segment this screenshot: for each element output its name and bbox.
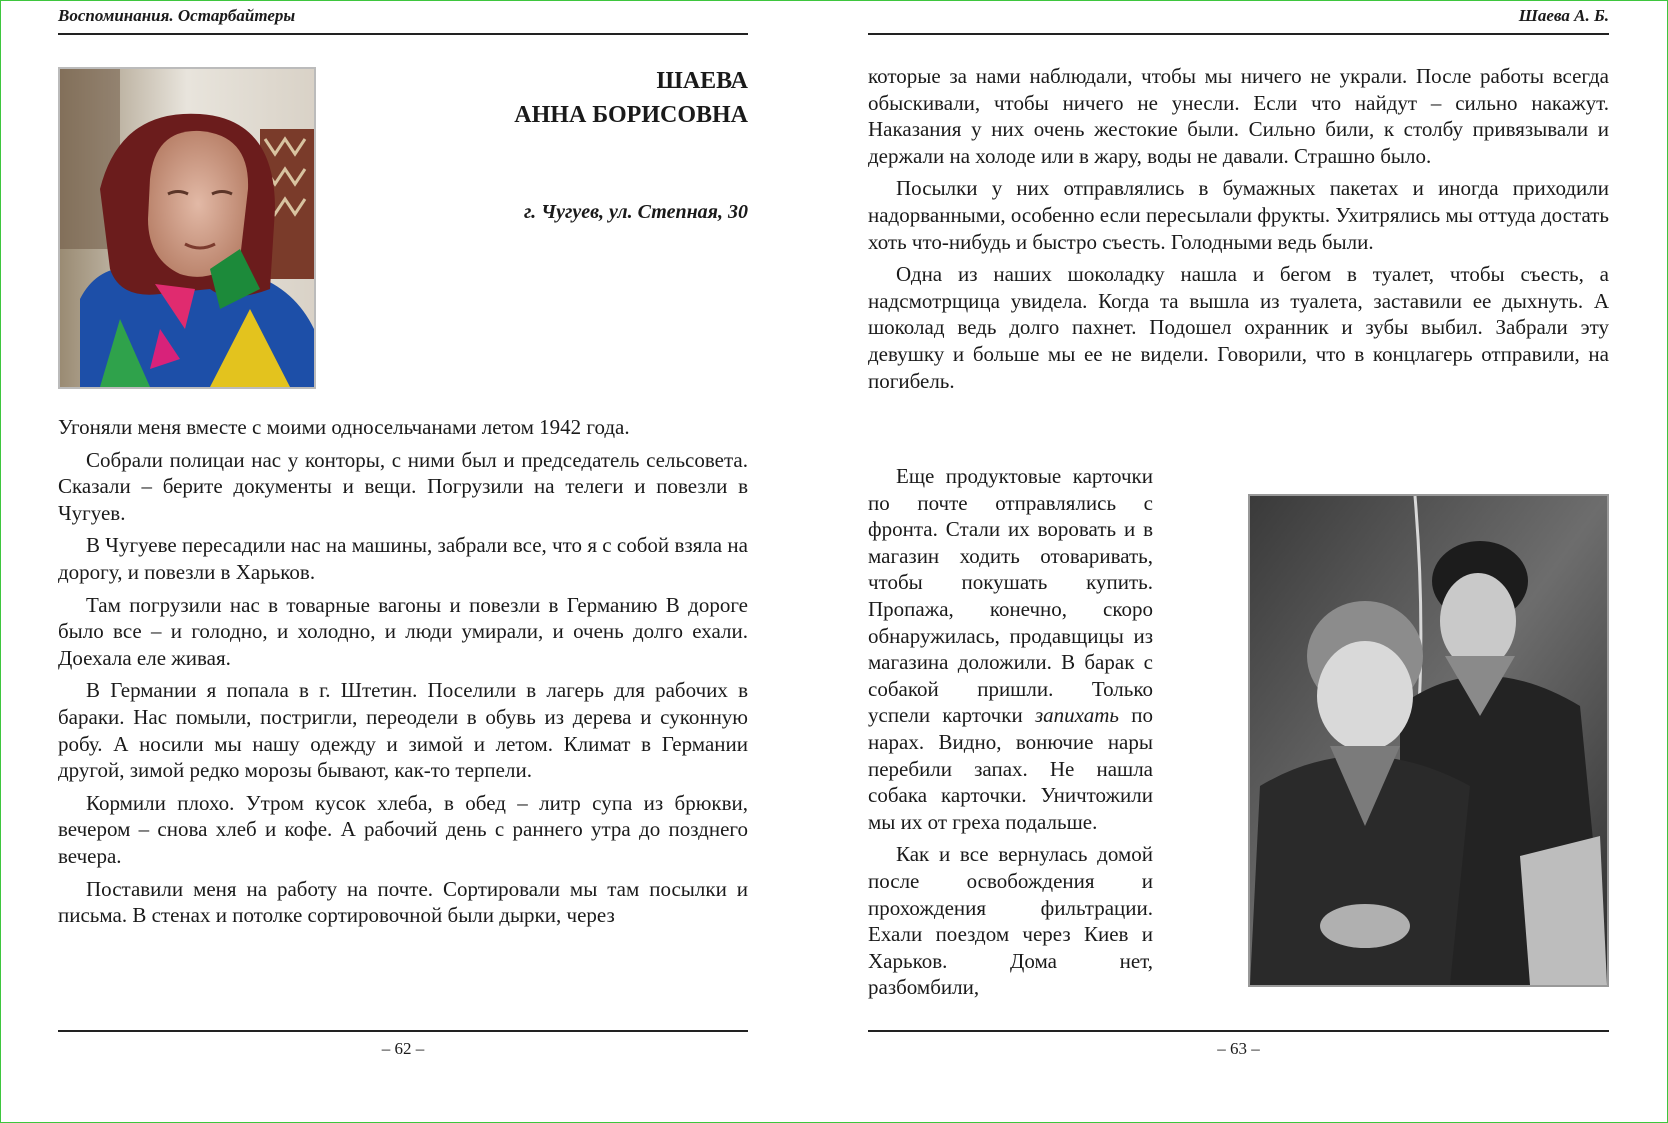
paragraph: В Чугуеве пересадили нас на машины, забрали все, что я с собой взяла на дорогу, и повезли в Харьков. (58, 533, 748, 584)
paragraph: Посылки у них отправлялись в бумажных пакетах и иногда приходили надорванными, особенно если пересылали фрукты. Ухитрялись мы оттуда достать хоть что-нибудь и быстро съесть. Голодными ведь были. (868, 176, 1609, 254)
footer-rule (58, 1030, 748, 1032)
wrapped-text-column (868, 463, 1153, 1007)
paragraph: Там погрузили нас в товарные вагоны и повезли в Германию В дороге было все – и голодно, и холодно, и люди умирали, и очень долго ехали. Доехала еле живая. (58, 592, 748, 670)
header-rule (58, 33, 748, 35)
paragraph (868, 463, 1153, 835)
header-rule (868, 33, 1609, 35)
paragraph: Кормили плохо. Утром кусок хлеба, в обед – литр супа из брюкви, вечером – снова хлеб и кофе. А рабочий день с раннего утра до позднего вечера. (58, 790, 748, 868)
paragraph: Как и все вернулась домой после освобождения и прохождения фильтрации. Ехали поездом через Киев и Харьков. Дома нет, разбомбили, (868, 842, 1153, 1000)
text-run: Еще продуктовые карточки по почте отправлялись с фронта. Стали их воровать и в магазин ходить отоваривать, чтобы покушать купить. Пропажа, конечно, скоро обнаружилась, продавщицы из магазина доложили. В барак с собакой пришли. Только успели карточки (868, 464, 1153, 728)
left-body-text (58, 414, 748, 935)
paragraph: Собрали полицаи нас у конторы, с ними был и председатель сельсовета. Сказали – берите документы и вещи. Погрузили на телеги и повезли в Чугуев. (58, 447, 748, 525)
page-number-right: – 63 – (1217, 1039, 1260, 1058)
surname: ШАЕВА (656, 68, 748, 94)
paragraph: которые за нами наблюдали, чтобы мы ничего не украли. После работы всегда обыскивали, чтобы ничего не унесли. Если что найдут – сильно накажут. Наказания у них очень жестокие были. Сильно били, к столбу привязывали и держали на холоде или в жару, воды не давали. Страшно было. (868, 64, 1609, 168)
archival-photo (1248, 494, 1609, 987)
address-line: г. Чугуев, ул. Степная, 30 (524, 201, 748, 223)
page-number-left: – 62 – (381, 1039, 425, 1058)
text-run: по нарах. Видно, вонючие нары перебили запах. Не нашла собака карточки. Уничтожили мы их от греха подальше. (868, 703, 1153, 834)
right-page (868, 0, 1668, 1123)
running-head-left: Воспоминания. Остарбайтеры (58, 6, 296, 25)
italic-word: запихать (1034, 703, 1119, 728)
left-page (0, 0, 780, 1123)
paragraph: Угоняли меня вместе с моими односельчанами летом 1942 года. (58, 415, 630, 439)
given-names: АННА БОРИСОВНА (514, 102, 748, 128)
footer-rule (868, 1030, 1609, 1032)
running-head-right: Шаева А. Б. (1518, 6, 1609, 25)
paragraph: В Германии я попала в г. Штетин. Поселили в лагерь для рабочих в бараки. Нас помыли, постригли, переодели в обувь из дерева и суконную робу. А носили мы нашу одежду и зимой и летом. Климат в Германии другой, зимой редко морозы бывают, как-то терпели. (58, 678, 748, 783)
paragraph: Одна из наших шоколадку нашла и бегом в туалет, чтобы съесть, а надсмотрщица увидела. Когда та вышла из туалета, заставили ее дыхнуть. А шоколад ведь долго пахнет. Подошел охранник и зубы выбил. Забрали эту девушку и больше мы ее не видели. Говорили, что в концлагерь отправили, на погибель. (868, 262, 1609, 393)
portrait-photo (58, 67, 316, 389)
person-name-heading (430, 64, 748, 132)
right-body-text (868, 63, 1609, 400)
paragraph: Поставили меня на работу на почте. Сортировали мы там посылки и письма. В стенах и потолке сортировочной были дырки, через (58, 876, 748, 928)
